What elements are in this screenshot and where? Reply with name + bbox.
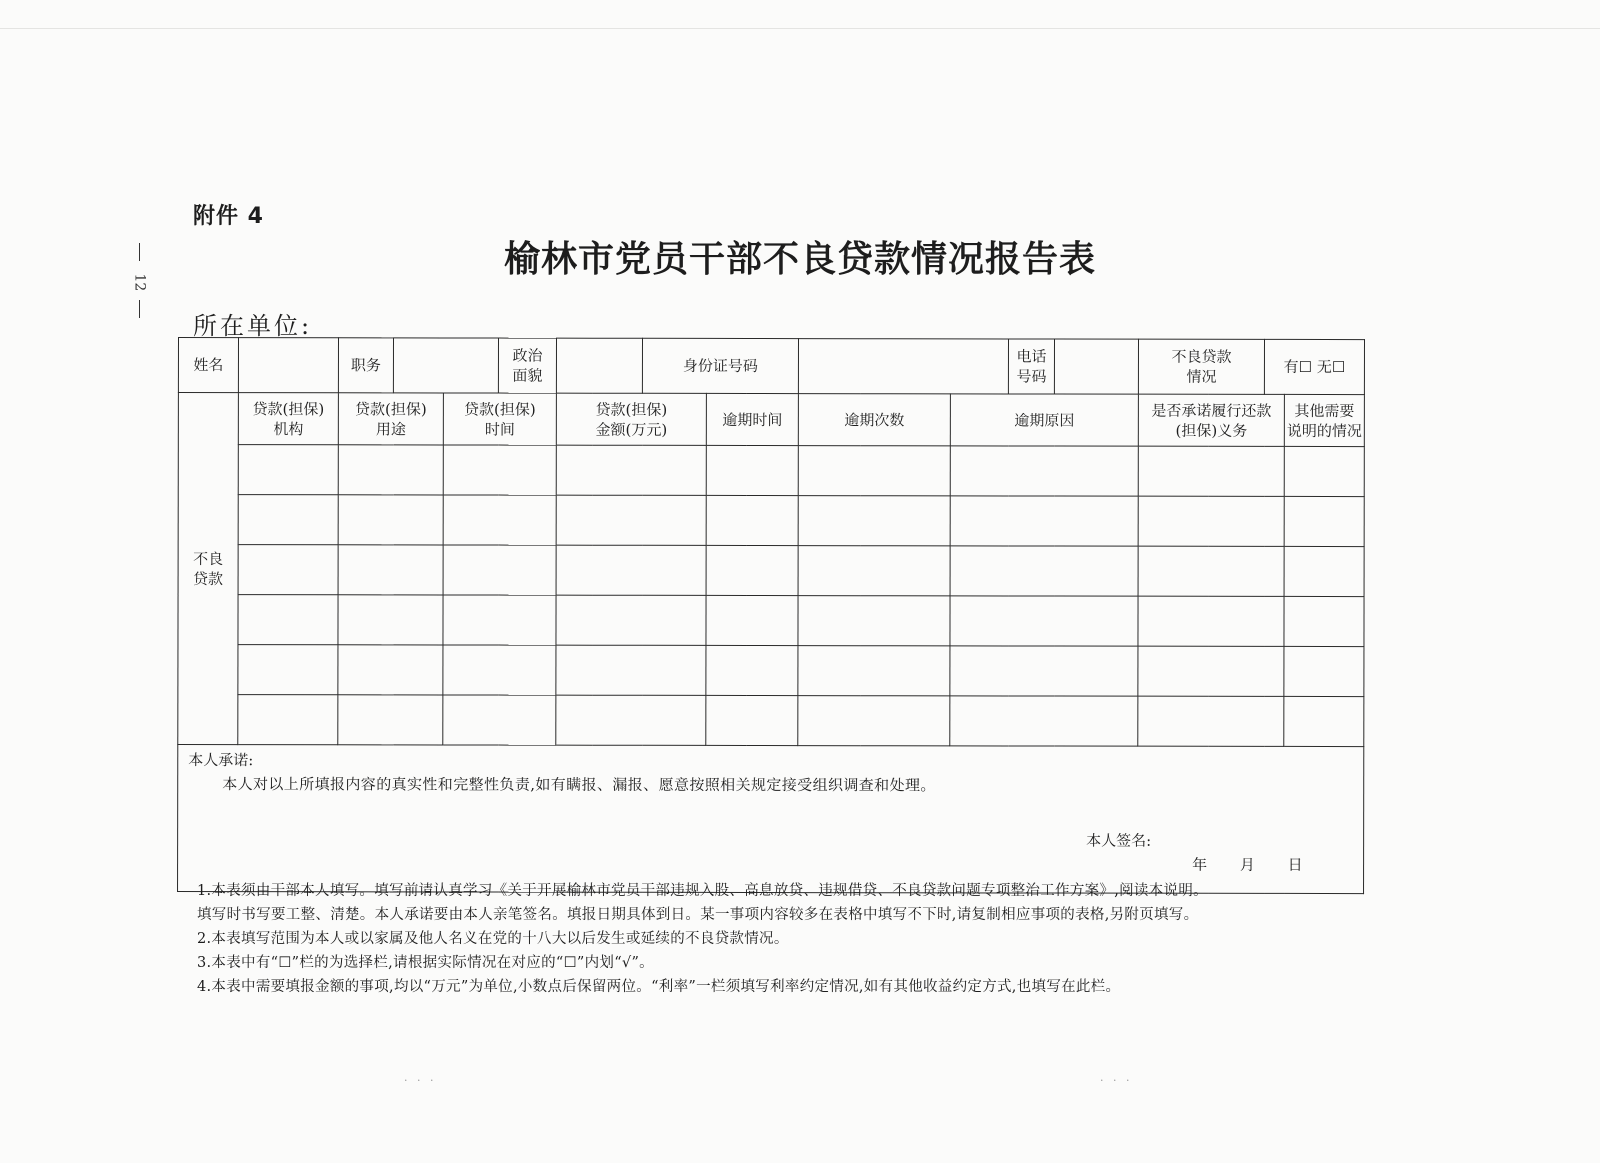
bad-loan-choice[interactable]: 有☐ 无☐: [1264, 339, 1364, 394]
cell-other-notes[interactable]: [1284, 546, 1364, 596]
note-item: 2.本表填写范围为本人或以家属及他人名义在党的十八大以后发生或延续的不良贷款情况。: [197, 931, 789, 947]
cell-repayment-promise[interactable]: [1138, 596, 1284, 646]
name-field[interactable]: [238, 338, 338, 393]
position-field[interactable]: [393, 338, 498, 393]
col-other-notes: 其他需要 说明的情况: [1284, 394, 1364, 446]
bad-loan-section-label: 不良 贷款: [178, 393, 239, 745]
cell-time[interactable]: [443, 695, 556, 745]
cell-amount[interactable]: [556, 595, 706, 645]
cell-overdue-reason[interactable]: [950, 546, 1138, 596]
phone-field[interactable]: [1054, 339, 1138, 394]
cell-other-notes[interactable]: [1284, 596, 1364, 646]
pledge-text: 本人对以上所填报内容的真实性和完整性负责,如有瞒报、漏报、愿意按照相关规定接受组织调查和处理。: [222, 775, 936, 795]
info-row: [178, 338, 1364, 395]
cell-amount[interactable]: [556, 495, 706, 545]
cell-amount[interactable]: [556, 445, 706, 495]
pledge-title: 本人承诺:: [188, 751, 254, 770]
cell-purpose[interactable]: [338, 695, 443, 745]
cell-overdue-time[interactable]: [706, 595, 798, 645]
cell-overdue-time[interactable]: [706, 645, 798, 695]
note-item: 1.本表须由干部本人填写。填写前请认真学习《关于开展榆林市党员干部违规入股、高息放贷、违规借贷、不良贷款问题专项整治工作方案》,阅读本说明。: [197, 883, 1208, 899]
cell-repayment-promise[interactable]: [1138, 696, 1284, 746]
cell-overdue-count[interactable]: [798, 446, 950, 496]
id-number-field[interactable]: [798, 339, 1008, 394]
note-item: 填写时书写要工整、清楚。本人承诺要由本人亲笔签名。填报日期具体到日。某一事项内容较多在表格中填写不下时,请复制相应事项的表格,另附页填写。: [197, 907, 1199, 923]
col-loan-institution: 贷款(担保) 机构: [238, 393, 338, 445]
loan-row: [178, 445, 1364, 497]
cell-overdue-reason[interactable]: [950, 596, 1138, 646]
cell-overdue-reason[interactable]: [950, 696, 1138, 746]
attachment-label: 附件 4: [193, 204, 264, 229]
page-number-dash-bottom: [139, 300, 140, 318]
cell-purpose[interactable]: [338, 545, 443, 595]
col-overdue-reason: 逾期原因: [950, 394, 1138, 446]
cell-institution[interactable]: [238, 545, 338, 595]
cell-time[interactable]: [443, 595, 556, 645]
cell-other-notes[interactable]: [1284, 496, 1364, 546]
date-line[interactable]: 年 月 日: [1192, 855, 1303, 874]
cell-purpose[interactable]: [338, 645, 443, 695]
cell-amount[interactable]: [556, 645, 706, 695]
scan-speck: · · ·: [1100, 1074, 1133, 1087]
note-item: 4.本表中需要填报金额的事项,均以“万元”为单位,小数点后保留两位。“利率”一栏须填写利率约定情况,如有其他收益约定方式,也填写在此栏。: [197, 979, 1121, 995]
report-table: [177, 337, 1365, 894]
cell-overdue-time[interactable]: [706, 445, 798, 495]
cell-overdue-count[interactable]: [798, 496, 950, 546]
cell-institution[interactable]: [238, 595, 338, 645]
loan-row: [178, 645, 1364, 697]
phone-label: 电话 号码: [1008, 339, 1054, 394]
page-number-value: 12: [131, 273, 148, 292]
col-loan-amount: 贷款(担保) 金额(万元): [556, 393, 706, 445]
column-header-row: [178, 393, 1364, 447]
cell-overdue-count[interactable]: [798, 696, 950, 746]
name-label: 姓名: [178, 338, 238, 393]
col-overdue-count: 逾期次数: [798, 394, 950, 446]
cell-institution[interactable]: [238, 645, 338, 695]
col-repayment-promise: 是否承诺履行还款 (担保)义务: [1138, 394, 1284, 446]
col-loan-time: 贷款(担保) 时间: [443, 393, 556, 445]
cell-purpose[interactable]: [338, 445, 443, 495]
loan-row: [178, 495, 1364, 547]
cell-overdue-time[interactable]: [706, 695, 798, 745]
cell-overdue-reason[interactable]: [950, 496, 1138, 546]
loan-row: [178, 695, 1364, 747]
loan-row: [178, 545, 1364, 597]
cell-repayment-promise[interactable]: [1138, 546, 1284, 596]
cell-institution[interactable]: [238, 495, 338, 545]
notes-section: [197, 879, 1377, 999]
col-overdue-time: 逾期时间: [706, 393, 798, 445]
note-item: 3.本表中有“☐”栏的为选择栏,请根据实际情况在对应的“☐”内划“√”。: [197, 955, 654, 971]
cell-overdue-count[interactable]: [798, 646, 950, 696]
cell-institution[interactable]: [238, 445, 338, 495]
cell-repayment-promise[interactable]: [1138, 646, 1284, 696]
cell-purpose[interactable]: [338, 495, 443, 545]
bad-loan-status-label: 不良贷款 情况: [1138, 339, 1264, 394]
cell-other-notes[interactable]: [1284, 696, 1364, 746]
pledge-section: [178, 745, 1364, 894]
signature-label[interactable]: 本人签名:: [1086, 831, 1152, 850]
id-number-label: 身份证号码: [642, 338, 798, 393]
cell-repayment-promise[interactable]: [1138, 446, 1284, 496]
pledge-row: [178, 745, 1364, 894]
page-title: 榆林市党员干部不良贷款情况报告表: [503, 239, 1096, 280]
cell-time[interactable]: [443, 645, 556, 695]
cell-overdue-time[interactable]: [706, 495, 798, 545]
cell-time[interactable]: [443, 545, 556, 595]
cell-purpose[interactable]: [338, 595, 443, 645]
report-form: [177, 337, 1364, 885]
cell-repayment-promise[interactable]: [1138, 496, 1284, 546]
cell-other-notes[interactable]: [1284, 446, 1364, 496]
cell-other-notes[interactable]: [1284, 646, 1364, 696]
scan-speck: · · ·: [404, 1074, 437, 1087]
col-loan-purpose: 贷款(担保) 用途: [338, 393, 443, 445]
cell-time[interactable]: [443, 445, 556, 495]
political-status-field[interactable]: [556, 338, 642, 393]
scan-top-edge: [0, 28, 1600, 29]
unit-label: 所在单位:: [193, 312, 313, 340]
cell-amount[interactable]: [556, 545, 706, 595]
cell-overdue-reason[interactable]: [950, 646, 1138, 696]
cell-overdue-time[interactable]: [706, 545, 798, 595]
political-status-label: 政治 面貌: [498, 338, 556, 393]
cell-overdue-reason[interactable]: [950, 446, 1138, 496]
cell-time[interactable]: [443, 495, 556, 545]
loan-row: [178, 595, 1364, 647]
cell-institution[interactable]: [238, 695, 338, 745]
position-label: 职务: [338, 338, 393, 393]
cell-amount[interactable]: [556, 695, 706, 745]
cell-overdue-count[interactable]: [798, 546, 950, 596]
cell-overdue-count[interactable]: [798, 596, 950, 646]
